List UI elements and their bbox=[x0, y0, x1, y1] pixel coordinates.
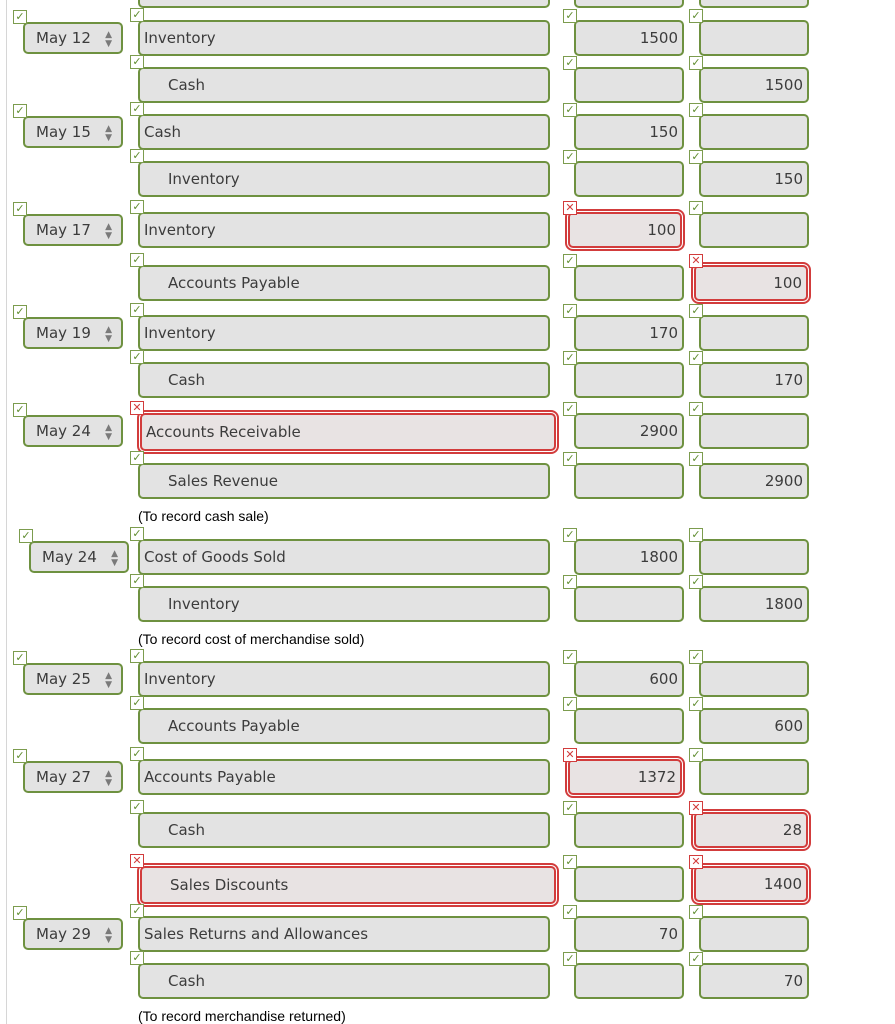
account-field[interactable] bbox=[138, 161, 550, 197]
credit-amount: 150 bbox=[774, 170, 803, 188]
debit-field[interactable] bbox=[574, 539, 684, 575]
check-icon: ✓ bbox=[130, 350, 144, 364]
date-select[interactable] bbox=[23, 116, 123, 148]
debit-amount: 70 bbox=[658, 925, 678, 943]
account-field[interactable] bbox=[138, 114, 550, 150]
account-name: Cost of Goods Sold bbox=[144, 548, 286, 566]
credit-field[interactable] bbox=[699, 916, 809, 952]
account-name: Sales Returns and Allowances bbox=[144, 925, 369, 943]
credit-field[interactable] bbox=[694, 866, 808, 902]
check-icon: ✓ bbox=[689, 575, 703, 589]
account-field[interactable] bbox=[138, 67, 550, 103]
check-icon: ✓ bbox=[13, 202, 27, 216]
check-icon: ✓ bbox=[130, 951, 144, 965]
credit-field[interactable] bbox=[699, 413, 809, 449]
date-select[interactable] bbox=[29, 541, 129, 573]
account-name: Sales Revenue bbox=[168, 472, 279, 490]
check-icon: ✓ bbox=[130, 451, 144, 465]
account-field[interactable] bbox=[138, 708, 550, 744]
account-field[interactable] bbox=[138, 265, 550, 301]
check-icon: ✓ bbox=[13, 749, 27, 763]
credit-field[interactable] bbox=[699, 708, 809, 744]
date-select[interactable] bbox=[23, 761, 123, 793]
account-name: Cash bbox=[144, 123, 181, 141]
credit-amount: 1400 bbox=[763, 875, 802, 893]
date-value: May 24 bbox=[36, 422, 91, 440]
check-icon: ✓ bbox=[689, 748, 703, 762]
date-select[interactable] bbox=[23, 415, 123, 447]
check-icon: ✓ bbox=[563, 150, 577, 164]
updown-arrows-icon: ▲ ▼ bbox=[105, 926, 112, 945]
x-icon: ✕ bbox=[563, 201, 577, 215]
account-name: Inventory bbox=[168, 595, 240, 613]
debit-field[interactable] bbox=[568, 212, 682, 248]
check-icon: ✓ bbox=[130, 8, 144, 22]
credit-field[interactable] bbox=[699, 20, 809, 56]
account-field[interactable] bbox=[138, 661, 550, 697]
credit-amount: 1500 bbox=[764, 76, 803, 94]
credit-amount: 2900 bbox=[764, 472, 803, 490]
check-icon: ✓ bbox=[130, 904, 144, 918]
debit-field[interactable] bbox=[574, 413, 684, 449]
credit-amount: 600 bbox=[774, 717, 803, 735]
account-name: Sales Discounts bbox=[170, 876, 289, 894]
debit-amount: 150 bbox=[649, 123, 678, 141]
debit-amount: 170 bbox=[649, 324, 678, 342]
x-icon: ✕ bbox=[130, 401, 144, 415]
debit-field[interactable] bbox=[574, 362, 684, 398]
debit-amount: 1500 bbox=[639, 29, 678, 47]
account-name: Inventory bbox=[144, 29, 216, 47]
check-icon: ✓ bbox=[563, 103, 577, 117]
check-icon: ✓ bbox=[13, 403, 27, 417]
check-icon: ✓ bbox=[563, 905, 577, 919]
account-field[interactable] bbox=[138, 212, 550, 248]
credit-amount: 1800 bbox=[764, 595, 803, 613]
check-icon: ✓ bbox=[563, 56, 577, 70]
check-icon: ✓ bbox=[563, 351, 577, 365]
account-name: Accounts Payable bbox=[144, 768, 276, 786]
date-select[interactable] bbox=[23, 918, 123, 950]
credit-field[interactable] bbox=[699, 539, 809, 575]
account-name: Accounts Payable bbox=[168, 717, 300, 735]
account-field[interactable] bbox=[138, 586, 550, 622]
check-icon: ✓ bbox=[563, 697, 577, 711]
check-icon: ✓ bbox=[689, 402, 703, 416]
entry-explanation: (To record cash sale) bbox=[138, 508, 269, 524]
check-icon: ✓ bbox=[689, 56, 703, 70]
check-icon: ✓ bbox=[689, 452, 703, 466]
check-icon: ✓ bbox=[689, 103, 703, 117]
check-icon: ✓ bbox=[563, 952, 577, 966]
credit-field[interactable] bbox=[699, 759, 809, 795]
credit-field[interactable] bbox=[699, 362, 809, 398]
debit-field[interactable] bbox=[574, 265, 684, 301]
updown-arrows-icon: ▲ ▼ bbox=[111, 549, 118, 568]
account-name: Cash bbox=[168, 371, 205, 389]
check-icon: ✓ bbox=[13, 10, 27, 24]
debit-field[interactable] bbox=[574, 866, 684, 902]
debit-field[interactable] bbox=[574, 916, 684, 952]
credit-field[interactable] bbox=[699, 212, 809, 248]
check-icon: ✓ bbox=[130, 303, 144, 317]
date-select[interactable] bbox=[23, 663, 123, 695]
check-icon: ✓ bbox=[689, 150, 703, 164]
check-icon: ✓ bbox=[563, 528, 577, 542]
debit-field[interactable] bbox=[574, 67, 684, 103]
x-icon: ✕ bbox=[130, 854, 144, 868]
credit-field[interactable] bbox=[699, 463, 809, 499]
account-field[interactable] bbox=[138, 916, 550, 952]
date-value: May 19 bbox=[36, 324, 91, 342]
check-icon: ✓ bbox=[563, 650, 577, 664]
debit-field[interactable] bbox=[574, 812, 684, 848]
debit-field[interactable] bbox=[574, 315, 684, 351]
account-name: Cash bbox=[168, 76, 205, 94]
check-icon: ✓ bbox=[689, 351, 703, 365]
debit-field[interactable] bbox=[568, 759, 682, 795]
x-icon: ✕ bbox=[689, 254, 703, 268]
debit-field[interactable] bbox=[574, 586, 684, 622]
credit-amount: 70 bbox=[783, 972, 803, 990]
x-icon: ✕ bbox=[563, 748, 577, 762]
date-value: May 17 bbox=[36, 221, 91, 239]
check-icon: ✓ bbox=[689, 9, 703, 23]
debit-amount: 1800 bbox=[639, 548, 678, 566]
account-name: Inventory bbox=[144, 221, 216, 239]
updown-arrows-icon: ▲ ▼ bbox=[105, 124, 112, 143]
account-field[interactable] bbox=[138, 812, 550, 848]
check-icon: ✓ bbox=[130, 253, 144, 267]
check-icon: ✓ bbox=[13, 906, 27, 920]
credit-field[interactable] bbox=[699, 661, 809, 697]
updown-arrows-icon: ▲ ▼ bbox=[105, 671, 112, 690]
account-field[interactable] bbox=[140, 413, 556, 451]
account-name: Inventory bbox=[144, 324, 216, 342]
date-select[interactable] bbox=[23, 214, 123, 246]
credit-field[interactable] bbox=[699, 586, 809, 622]
date-select[interactable] bbox=[23, 22, 123, 54]
account-field[interactable] bbox=[138, 362, 550, 398]
check-icon: ✓ bbox=[563, 304, 577, 318]
account-name: Inventory bbox=[168, 170, 240, 188]
check-icon: ✓ bbox=[689, 201, 703, 215]
credit-field[interactable] bbox=[699, 114, 809, 150]
x-icon: ✕ bbox=[689, 855, 703, 869]
check-icon: ✓ bbox=[563, 575, 577, 589]
check-icon: ✓ bbox=[130, 149, 144, 163]
credit-amount: 100 bbox=[773, 274, 802, 292]
date-select[interactable] bbox=[23, 317, 123, 349]
check-icon: ✓ bbox=[563, 254, 577, 268]
credit-field[interactable] bbox=[699, 67, 809, 103]
debit-field[interactable] bbox=[574, 161, 684, 197]
check-icon: ✓ bbox=[130, 696, 144, 710]
credit-field[interactable] bbox=[699, 963, 809, 999]
check-icon: ✓ bbox=[563, 801, 577, 815]
credit-field[interactable] bbox=[694, 265, 808, 301]
credit-amount: 170 bbox=[774, 371, 803, 389]
debit-field[interactable] bbox=[574, 463, 684, 499]
check-icon: ✓ bbox=[689, 697, 703, 711]
account-name: Cash bbox=[168, 821, 205, 839]
updown-arrows-icon: ▲ ▼ bbox=[105, 325, 112, 344]
check-icon: ✓ bbox=[563, 9, 577, 23]
debit-amount: 600 bbox=[649, 670, 678, 688]
check-icon: ✓ bbox=[13, 104, 27, 118]
check-icon: ✓ bbox=[130, 800, 144, 814]
account-name: Cash bbox=[168, 972, 205, 990]
debit-amount: 2900 bbox=[639, 422, 678, 440]
updown-arrows-icon: ▲ ▼ bbox=[105, 769, 112, 788]
debit-field[interactable] bbox=[574, 114, 684, 150]
account-field[interactable] bbox=[138, 759, 550, 795]
entry-explanation: (To record merchandise returned) bbox=[138, 1008, 346, 1024]
credit-amount: 28 bbox=[782, 821, 802, 839]
check-icon: ✓ bbox=[13, 305, 27, 319]
date-value: May 15 bbox=[36, 123, 91, 141]
check-icon: ✓ bbox=[130, 574, 144, 588]
check-icon: ✓ bbox=[689, 905, 703, 919]
updown-arrows-icon: ▲ ▼ bbox=[105, 423, 112, 442]
account-field[interactable] bbox=[138, 315, 550, 351]
debit-field[interactable] bbox=[574, 661, 684, 697]
check-icon: ✓ bbox=[130, 102, 144, 116]
check-icon: ✓ bbox=[130, 747, 144, 761]
check-icon: ✓ bbox=[689, 304, 703, 318]
check-icon: ✓ bbox=[563, 855, 577, 869]
check-icon: ✓ bbox=[130, 200, 144, 214]
entry-explanation: (To record cost of merchandise sold) bbox=[138, 631, 365, 647]
check-icon: ✓ bbox=[689, 650, 703, 664]
account-field[interactable] bbox=[138, 539, 550, 575]
debit-field[interactable] bbox=[574, 708, 684, 744]
check-icon: ✓ bbox=[563, 452, 577, 466]
credit-field[interactable] bbox=[699, 161, 809, 197]
account-field[interactable] bbox=[140, 866, 556, 904]
check-icon: ✓ bbox=[689, 528, 703, 542]
account-name: Accounts Receivable bbox=[146, 423, 301, 441]
check-icon: ✓ bbox=[19, 529, 33, 543]
x-icon: ✕ bbox=[689, 801, 703, 815]
credit-field[interactable] bbox=[694, 812, 808, 848]
check-icon: ✓ bbox=[130, 527, 144, 541]
debit-field[interactable] bbox=[574, 963, 684, 999]
debit-field[interactable] bbox=[574, 20, 684, 56]
check-icon: ✓ bbox=[13, 651, 27, 665]
check-icon: ✓ bbox=[130, 55, 144, 69]
check-icon: ✓ bbox=[689, 952, 703, 966]
check-icon: ✓ bbox=[563, 402, 577, 416]
date-value: May 29 bbox=[36, 925, 91, 943]
account-field[interactable] bbox=[138, 463, 550, 499]
credit-field[interactable] bbox=[699, 315, 809, 351]
account-name: Inventory bbox=[144, 670, 216, 688]
account-field[interactable] bbox=[138, 963, 550, 999]
updown-arrows-icon: ▲ ▼ bbox=[105, 30, 112, 49]
date-value: May 24 bbox=[42, 548, 97, 566]
debit-amount: 100 bbox=[647, 221, 676, 239]
check-icon: ✓ bbox=[130, 649, 144, 663]
account-name: Accounts Payable bbox=[168, 274, 300, 292]
updown-arrows-icon: ▲ ▼ bbox=[105, 222, 112, 241]
date-value: May 12 bbox=[36, 29, 91, 47]
debit-amount: 1372 bbox=[637, 768, 676, 786]
date-value: May 27 bbox=[36, 768, 91, 786]
account-field[interactable] bbox=[138, 20, 550, 56]
date-value: May 25 bbox=[36, 670, 91, 688]
